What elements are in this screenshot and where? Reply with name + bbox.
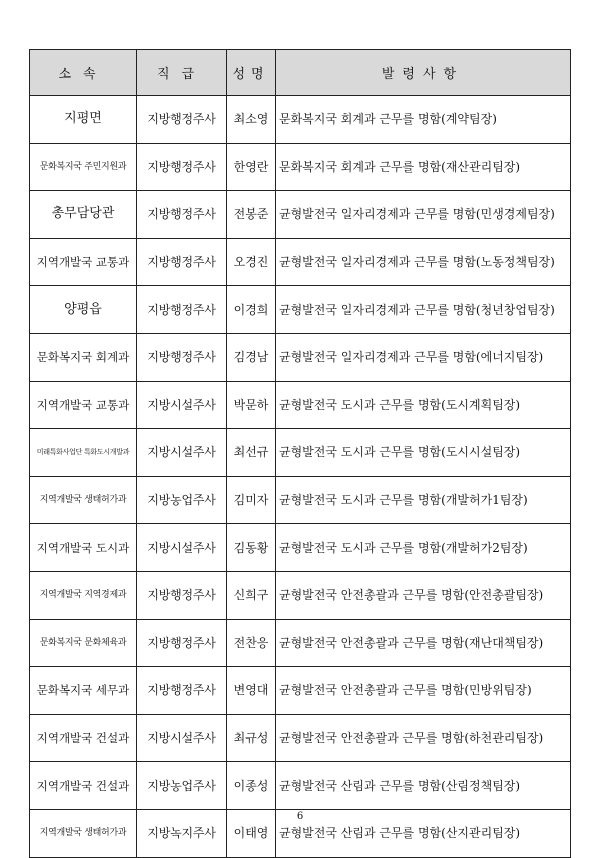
cell-name: 변영대 — [227, 667, 276, 715]
table-row — [30, 571, 571, 619]
cell-order: 균형발전국 산림과 근무를 명함(산지관리팀장) — [276, 809, 571, 857]
cell-grade: 지방행정주사 — [137, 667, 227, 715]
cell-order: 균형발전국 도시과 근무를 명함(개발허가2팀장) — [276, 524, 571, 572]
cell-name: 최선규 — [227, 429, 276, 477]
table-header — [30, 50, 571, 96]
cell-name: 최규성 — [227, 714, 276, 762]
cell-org: 지평면 — [30, 96, 137, 144]
cell-grade: 지방시설주사 — [137, 429, 227, 477]
cell-org: 지역개발국 생태허가과 — [30, 809, 137, 857]
cell-order: 균형발전국 안전총괄과 근무를 명함(하천관리팀장) — [276, 714, 571, 762]
header-row — [30, 50, 571, 96]
table-row — [30, 238, 571, 286]
cell-grade: 지방행정주사 — [137, 571, 227, 619]
cell-grade: 지방시설주사 — [137, 714, 227, 762]
cell-order: 균형발전국 도시과 근무를 명함(도시계획팀장) — [276, 381, 571, 429]
cell-name: 이태영 — [227, 809, 276, 857]
cell-org: 미래특화사업단 특화도시개발과 — [30, 429, 137, 477]
table-row — [30, 96, 571, 144]
header-name: 성명 — [227, 50, 276, 96]
table-row — [30, 762, 571, 810]
cell-order: 균형발전국 일자리경제과 근무를 명함(청년창업팀장) — [276, 286, 571, 334]
cell-order: 문화복지국 회계과 근무를 명함(재산관리팀장) — [276, 143, 571, 191]
table-row — [30, 143, 571, 191]
cell-order: 균형발전국 일자리경제과 근무를 명함(노동정책팀장) — [276, 238, 571, 286]
cell-org: 지역개발국 생태허가과 — [30, 476, 137, 524]
cell-grade: 지방시설주사 — [137, 524, 227, 572]
cell-grade: 지방농업주사 — [137, 476, 227, 524]
cell-order: 균형발전국 안전총괄과 근무를 명함(안전총괄팀장) — [276, 571, 571, 619]
cell-org: 문화복지국 주민지원과 — [30, 143, 137, 191]
cell-grade: 지방녹지주사 — [137, 809, 227, 857]
cell-grade: 지방시설주사 — [137, 381, 227, 429]
cell-grade: 지방행정주사 — [137, 143, 227, 191]
cell-order: 균형발전국 일자리경제과 근무를 명함(민생경제팀장) — [276, 191, 571, 239]
cell-grade: 지방행정주사 — [137, 96, 227, 144]
table-row — [30, 619, 571, 667]
table-row — [30, 286, 571, 334]
cell-org: 지역개발국 교통과 — [30, 381, 137, 429]
table-row — [30, 429, 571, 477]
table-row — [30, 191, 571, 239]
cell-name: 한영란 — [227, 143, 276, 191]
cell-org: 총무담당관 — [30, 191, 137, 239]
page-number: 6 — [296, 811, 304, 822]
cell-org: 지역개발국 건설과 — [30, 714, 137, 762]
cell-name: 김미자 — [227, 476, 276, 524]
table-row — [30, 524, 571, 572]
header-grade: 직급 — [137, 50, 227, 96]
header-org: 소속 — [30, 50, 137, 96]
cell-grade: 지방행정주사 — [137, 333, 227, 381]
table-row — [30, 714, 571, 762]
cell-order: 균형발전국 안전총괄과 근무를 명함(민방위팀장) — [276, 667, 571, 715]
cell-order: 균형발전국 안전총괄과 근무를 명함(재난대책팀장) — [276, 619, 571, 667]
cell-name: 김동황 — [227, 524, 276, 572]
cell-order: 균형발전국 도시과 근무를 명함(도시시설팀장) — [276, 429, 571, 477]
cell-org: 지역개발국 교통과 — [30, 238, 137, 286]
table-row — [30, 333, 571, 381]
cell-org: 지역개발국 지역경제과 — [30, 571, 137, 619]
table-row — [30, 667, 571, 715]
cell-order: 문화복지국 회계과 근무를 명함(계약팀장) — [276, 96, 571, 144]
cell-order: 균형발전국 산림과 근무를 명함(산림정책팀장) — [276, 762, 571, 810]
cell-grade: 지방행정주사 — [137, 238, 227, 286]
cell-org: 문화복지국 회계과 — [30, 333, 137, 381]
cell-org: 양평읍 — [30, 286, 137, 334]
cell-org: 문화복지국 문화체육과 — [30, 619, 137, 667]
cell-name: 이경희 — [227, 286, 276, 334]
header-order: 발령사항 — [276, 50, 571, 96]
cell-org: 지역개발국 도시과 — [30, 524, 137, 572]
cell-name: 전찬응 — [227, 619, 276, 667]
cell-name: 최소영 — [227, 96, 276, 144]
cell-name: 박문하 — [227, 381, 276, 429]
table-body — [30, 96, 571, 858]
cell-grade: 지방행정주사 — [137, 191, 227, 239]
cell-grade: 지방행정주사 — [137, 286, 227, 334]
cell-org: 지역개발국 건설과 — [30, 762, 137, 810]
table-row — [30, 381, 571, 429]
cell-org: 문화복지국 세무과 — [30, 667, 137, 715]
cell-order: 균형발전국 도시과 근무를 명함(개발허가1팀장) — [276, 476, 571, 524]
cell-grade: 지방행정주사 — [137, 619, 227, 667]
table-row — [30, 476, 571, 524]
cell-name: 이종성 — [227, 762, 276, 810]
cell-name: 김경남 — [227, 333, 276, 381]
personnel-order-table — [29, 49, 571, 858]
cell-name: 오경진 — [227, 238, 276, 286]
cell-name: 전봉준 — [227, 191, 276, 239]
cell-order: 균형발전국 일자리경제과 근무를 명함(에너지팀장) — [276, 333, 571, 381]
cell-name: 신희구 — [227, 571, 276, 619]
cell-grade: 지방농업주사 — [137, 762, 227, 810]
